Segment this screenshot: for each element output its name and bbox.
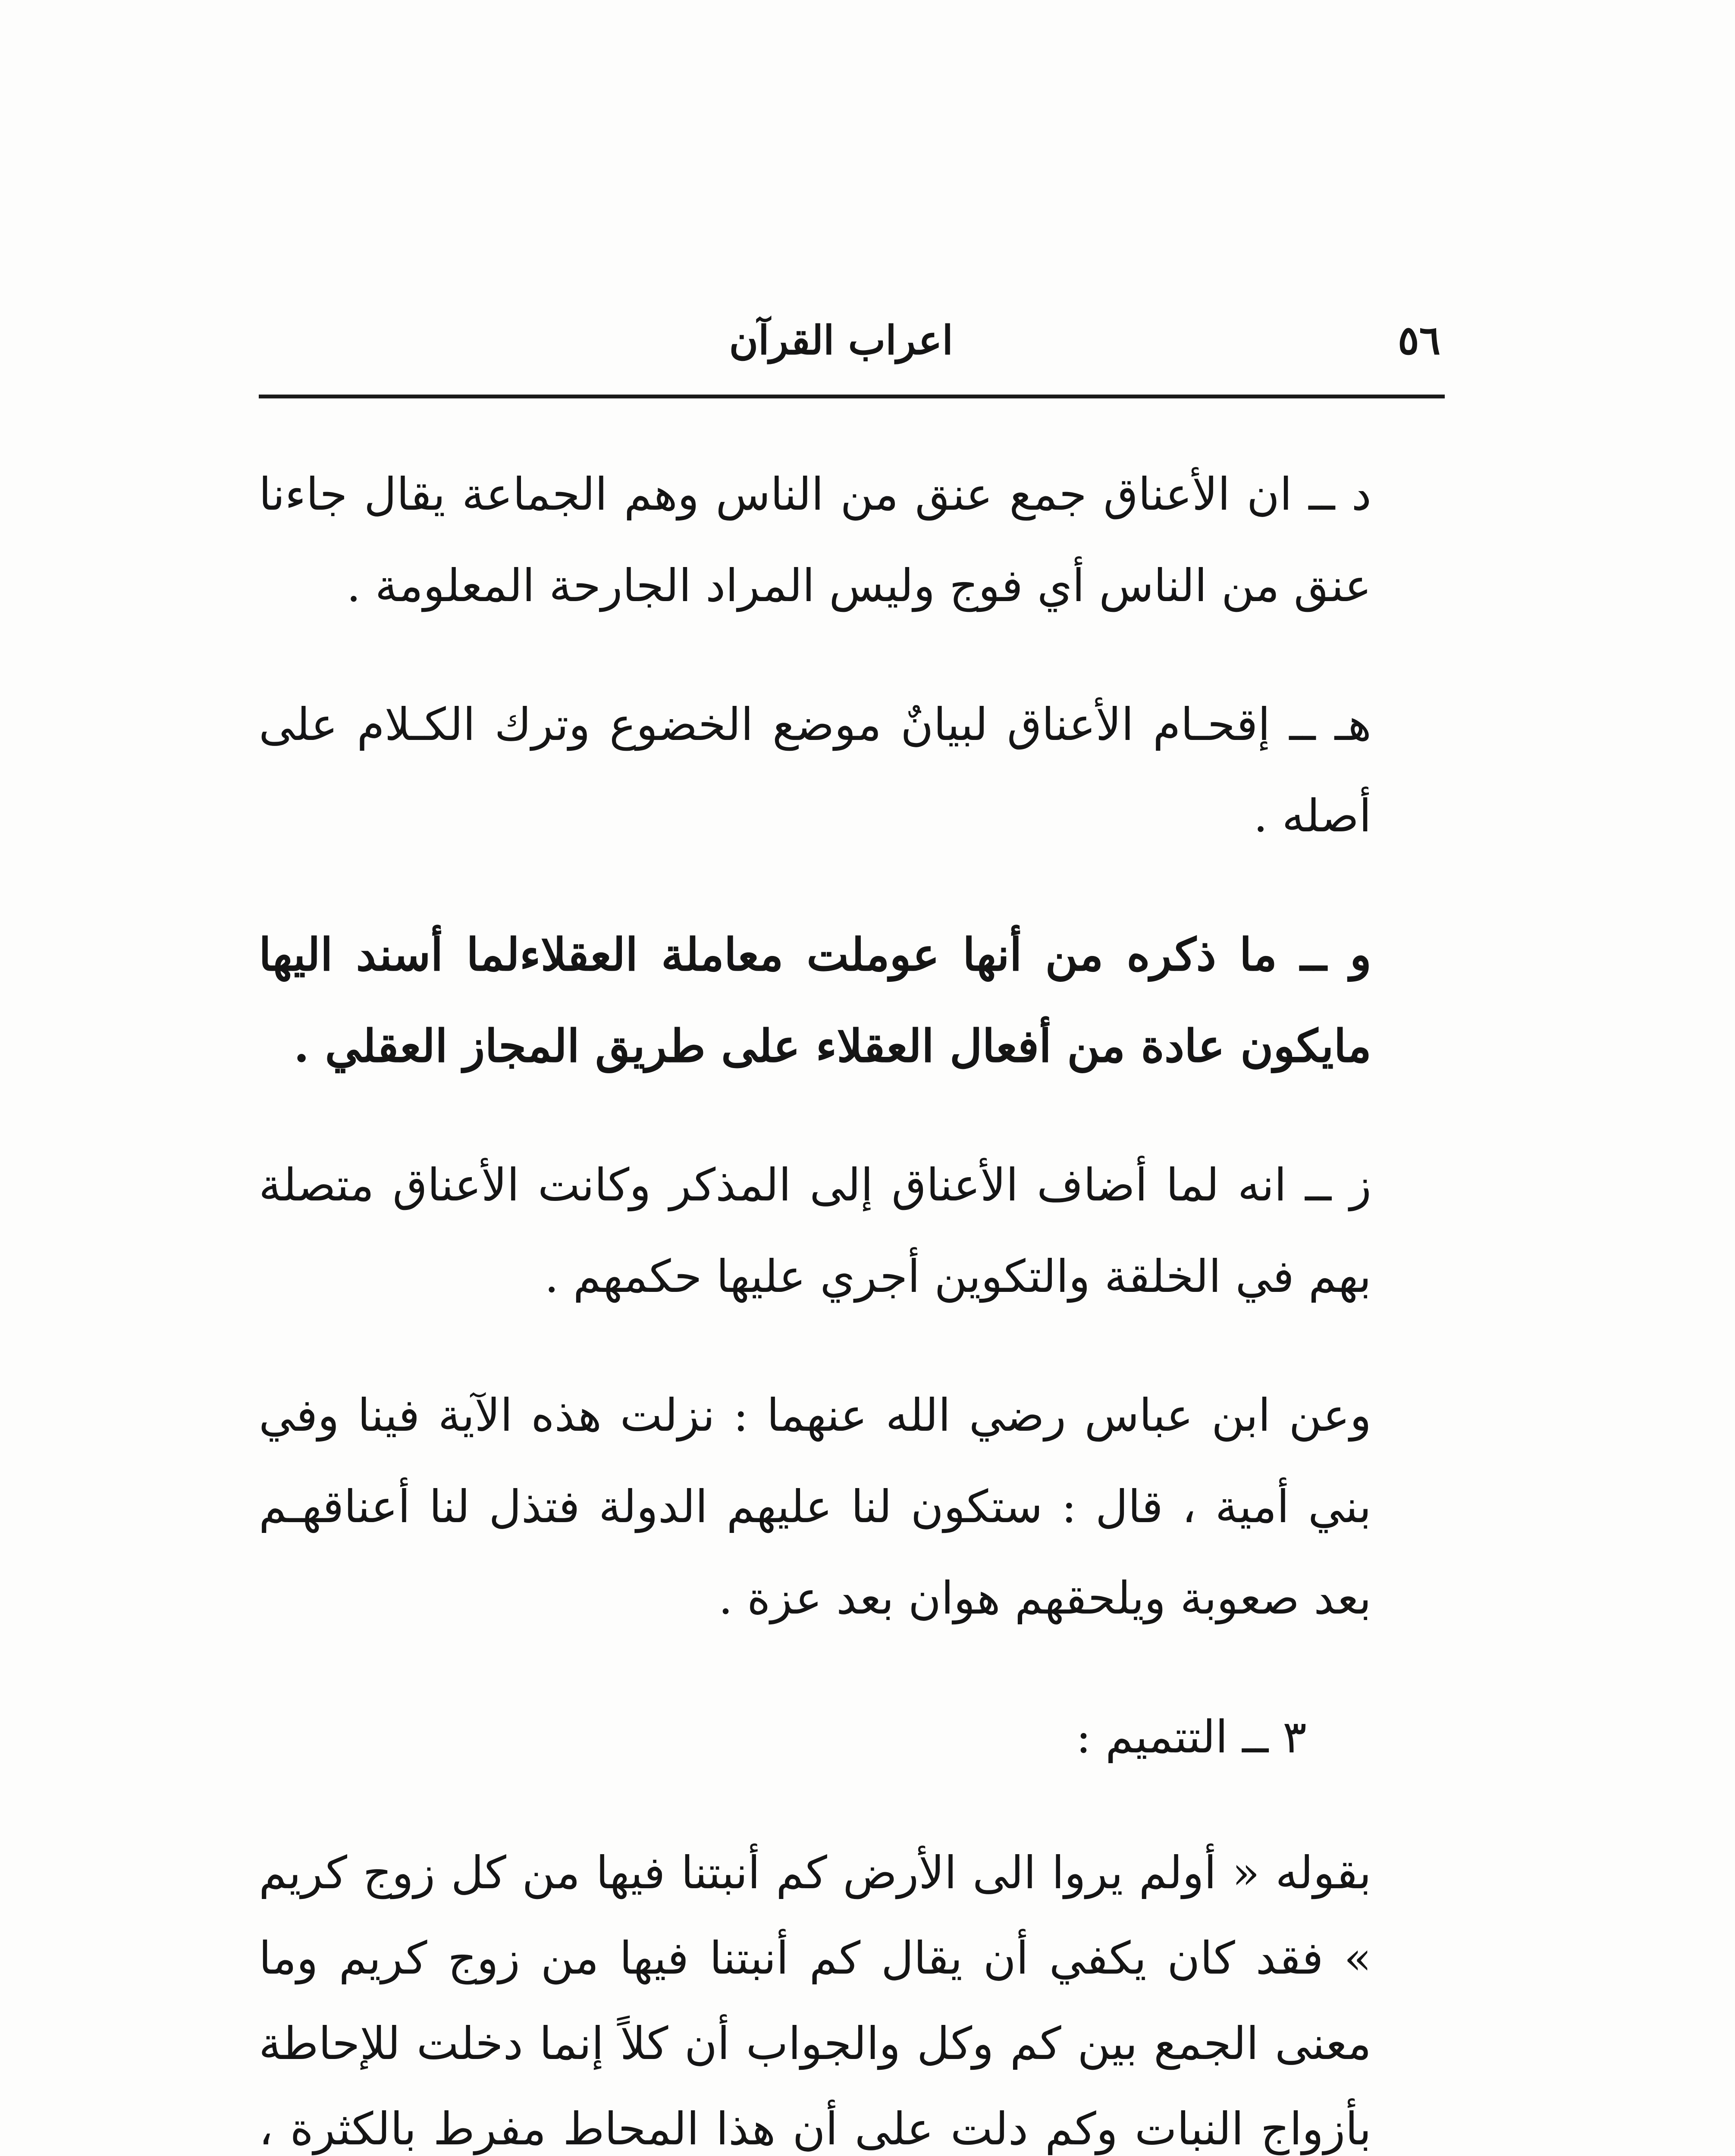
paragraph-d: د ــ ان الأعناق جمع عنق من الناس وهم الجماعة يقال جاءنا عنق من الناس أي فوج وليس المراد الجارحة المعلومة . xyxy=(259,468,1371,612)
section-heading: ٣ ــ التتميم : xyxy=(1076,1711,1307,1763)
paragraph-h: هـ ــ إقحـام الأعناق لبيانٌ موضع الخضوع وترك الكـلام على أصله . xyxy=(259,698,1371,842)
header-rule xyxy=(259,395,1445,398)
page-header xyxy=(259,317,1440,390)
body-paragraph: بقوله « أولم يروا الى الأرض كم أنبتنا فيها من كل زوج كريم » فقد كان يكفي أن يقال كم أنبتنا فيها من زوج كريم وما معنى الجمع بين كم وكل والجواب أن كلاً إنما دخلت للإحاطة بأزواج النبات وكم دلت على أن هذا المحاط مفرط بالكثرة ، xyxy=(259,1846,1371,2155)
paragraph-w: و ــ ما ذكره من أنها عوملت معاملة العقلاءلما أسند اليها مايكون عادة من أفعال العقلاء على طريق المجاز العقلي . xyxy=(259,928,1371,1072)
page-content xyxy=(259,448,1436,2156)
paragraph-ibn-abbas: وعن ابن عباس رضي الله عنهما : نزلت هذه الآية فينا وفي بني أمية ، قال : ستكون لنا عليهم الدولة فتذل لنا أعناقهـم بعد صعوبة ويلحقهم هوان بعد عزة . xyxy=(259,1389,1371,1624)
body-section xyxy=(259,1830,1436,2156)
page-number: ٥٦ xyxy=(1398,317,1440,364)
paragraph-z: ز ــ انه لما أضاف الأعناق إلى المذكر وكانت الأعناق متصلة بهم في الخلقة والتكوين أجري عليها حكمهم . xyxy=(259,1159,1371,1303)
running-title: اعراب القرآن xyxy=(729,317,953,364)
